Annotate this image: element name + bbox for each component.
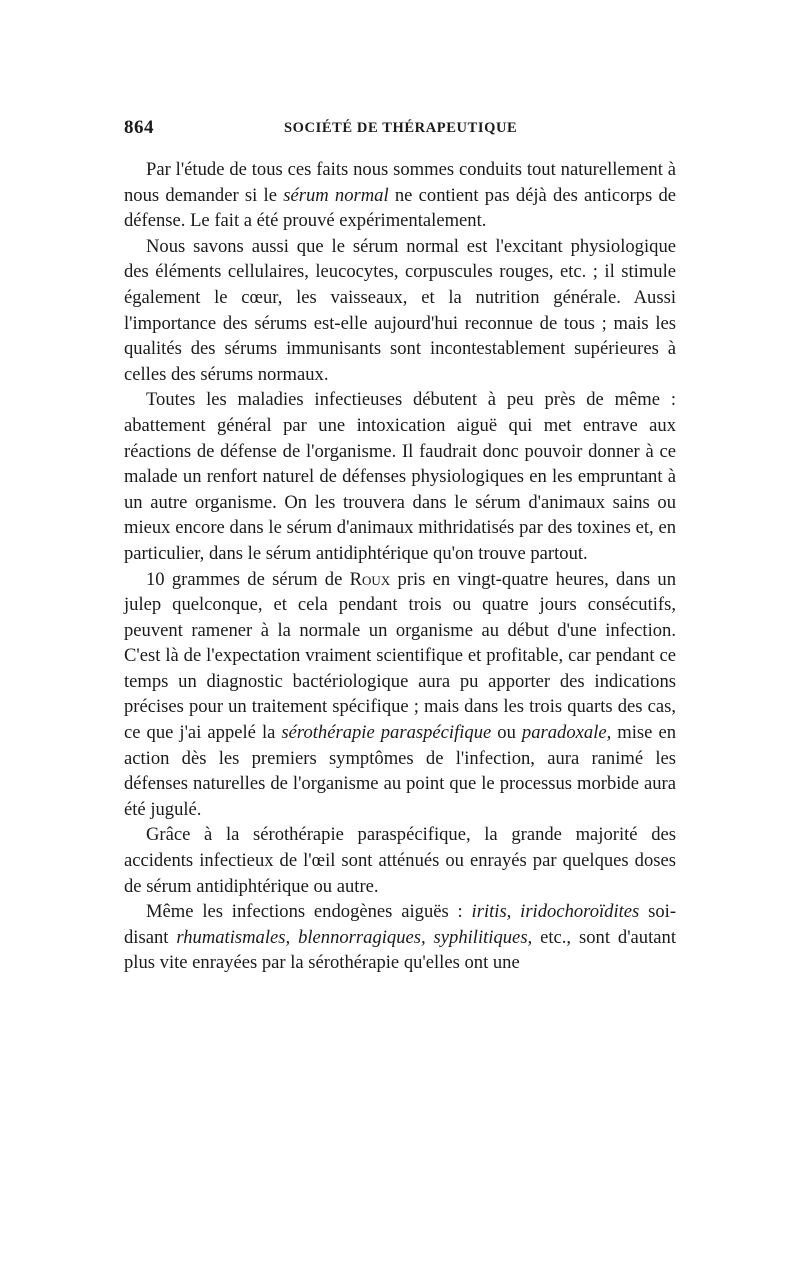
paragraph-4-text-a: 10 grammes de sérum de — [146, 568, 350, 590]
paragraph-6-text-a: Même les infections endogènes aiguës : — [146, 901, 472, 923]
paragraph-2 — [124, 234, 676, 388]
paragraph-3 — [124, 387, 676, 566]
paragraph-4-italic-serotherapie: sérothérapie paraspécifique — [281, 722, 492, 744]
paragraph-1-text-c: ne contient pas déjà des anticorps de défense. Le fait a été prouvé expérimentalement. — [124, 184, 676, 232]
paragraph-6-italic-iritis: iritis, iridochoroïdites — [471, 901, 640, 923]
paragraph-3-text: Toutes les maladies infectieuses débutent à peu près de même : abattement général par une intoxication aiguë qui met entrave aux réactions de défense de l'organisme. Il faudrait donc pouvoir donner à ce malade un renfort naturel de défenses physiologiques en les empruntant à un autre organisme. On les trouvera dans le sérum d'animaux sains ou mieux encore dans le sérum d'animaux mithridatisés par des toxines et, en particulier, dans le sérum antidiphtérique qu'on trouve partout. — [124, 389, 676, 564]
paragraph-4-italic-paradoxale: paradoxale, — [521, 722, 612, 744]
running-title: SOCIÉTÉ DE THÉRAPEUTIQUE — [284, 120, 518, 136]
paragraph-4-text-e: ou — [491, 722, 522, 744]
paragraph-1-text-a: Par l'étude de tous ces faits nous sommes conduits tout naturellement à nous demander si le — [124, 159, 676, 206]
paragraph-2-text: Nous savons aussi que le sérum normal est l'excitant physiologique des éléments cellulaires, leucocytes, corpuscules rouges, etc. ; il stimule également le cœur, les vaisseaux, et la nutrition générale. Aussi l'importance des sérums est-elle aujourd'hui reconnue de tous ; mais les qualités des sérums immunisants sont incontestablement supérieures à celles des sérums normaux. — [124, 235, 676, 385]
paragraph-1 — [124, 157, 676, 234]
paragraph-4 — [124, 567, 676, 823]
paragraph-6-text-c: soi-disant — [124, 901, 677, 948]
paragraph-5 — [124, 822, 676, 899]
paragraph-4-author-name: Roux — [349, 568, 391, 590]
paragraph-6 — [124, 899, 676, 976]
paragraph-4-text-c: pris en vingt-quatre heures, dans un julep quelconque, et cela pendant trois ou quatre jours consécutifs, peuvent ramener à la normale un organisme au début d'une infection. C'est là de l'expectation vraiment scientifique et profitable, car pendant ce temps un diagnostic bactériologique aura pu apporter des indications précises pour un traitement spécifique ; mais dans les trois quarts des cas, ce que j'ai appelé la — [124, 568, 676, 744]
paragraph-5-text: Grâce à la sérothérapie paraspécifique, la grande majorité des accidents infectieux de l'œil sont atténués ou enrayés par quelques doses de sérum antidiphtérique ou autre. — [124, 824, 676, 897]
page-number: 864 — [124, 117, 154, 138]
paragraph-6-text-e: etc., sont d'autant plus vite enrayées par la sérothérapie qu'elles ont une — [124, 926, 676, 974]
body-text — [124, 157, 676, 976]
paragraph-6-italic-rhumatismales: rhumatismales, blennorragiques, syphilitiques, — [176, 926, 533, 948]
paragraph-1-italic-serum-normal: sérum normal — [283, 184, 389, 206]
running-head — [124, 117, 676, 141]
paragraph-4-text-g: mise en action dès les premiers symptômes de l'infection, aura ranimé les défenses naturelles de l'organisme au point que le processus morbide aura été jugulé. — [124, 722, 677, 820]
